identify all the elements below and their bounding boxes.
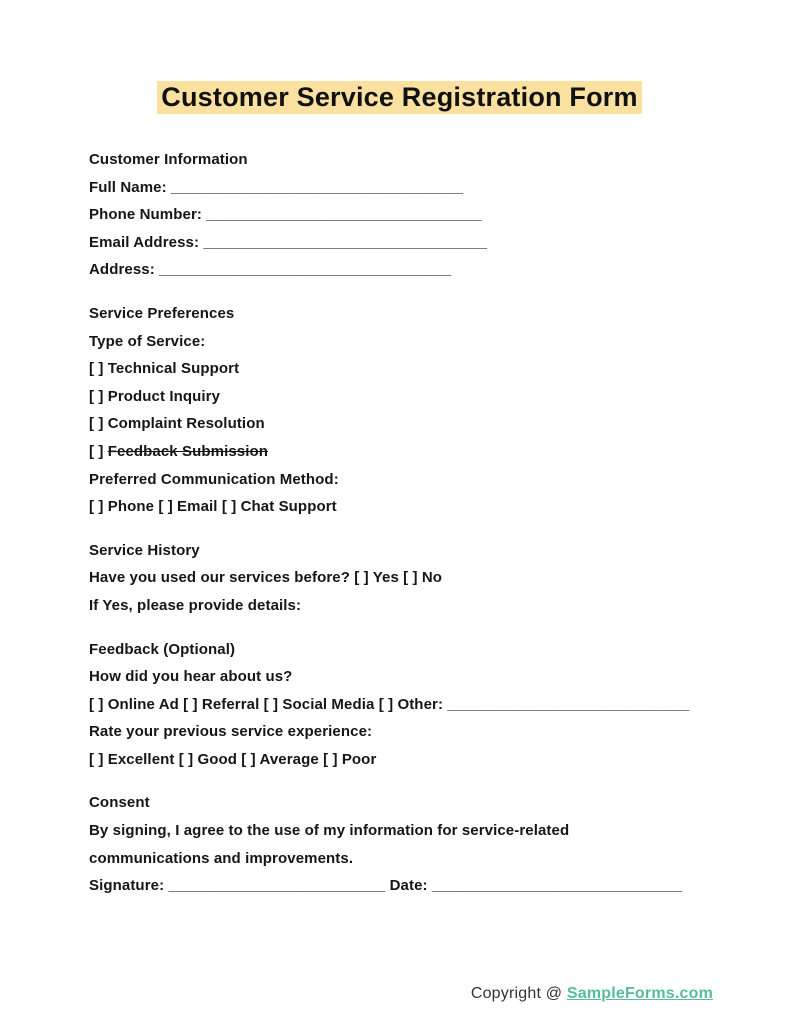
text-segment: Customer Information	[89, 151, 248, 168]
form-body	[89, 146, 759, 900]
text-segment: Email Address:	[89, 233, 204, 251]
section-service-history	[89, 537, 759, 620]
blank-date: ______________________________	[431, 877, 683, 895]
blank-signature: __________________________	[168, 877, 386, 895]
checkbox-option-complaint-resolution	[89, 410, 759, 438]
text-segment: [ ] Phone [ ] Email [ ] Chat Support	[89, 498, 337, 516]
text-segment: Service History	[89, 541, 200, 559]
section-heading	[89, 300, 759, 328]
blank-other: _____________________________	[447, 695, 690, 713]
struck-text: Feedback Submission	[107, 442, 269, 460]
text-segment: Have you used our services before? [ ] Yes [ ] No	[89, 569, 443, 587]
section-heading	[89, 146, 759, 174]
checkbox-option-feedback-submission	[89, 438, 759, 466]
section-heading	[89, 789, 759, 817]
text-segment: Service Preferences	[89, 304, 235, 322]
blank-address: ___________________________________	[159, 261, 452, 279]
text-segment: Signature:	[89, 877, 169, 895]
text-segment: Phone Number:	[89, 206, 207, 224]
text-segment: If Yes, please provide details:	[89, 596, 302, 614]
text-segment: How did you hear about us?	[89, 668, 293, 686]
checkbox-option-technical-support	[89, 355, 759, 383]
text-segment: By signing, I agree to the use of my information for service-related	[89, 822, 570, 840]
field-label-preferred-communication	[89, 466, 759, 494]
text-segment: Preferred Communication Method:	[89, 470, 339, 488]
checkbox-option-product-inquiry	[89, 383, 759, 411]
blank-full-name: ___________________________________	[170, 178, 463, 196]
text-segment: [ ] Product Inquiry	[89, 387, 221, 405]
field-line-full-name	[89, 174, 759, 202]
text-segment: Type of Service:	[89, 332, 206, 350]
checkbox-options-hear-about-us	[89, 691, 759, 719]
text-segment: Full Name:	[89, 178, 171, 196]
consent-text-line-1	[89, 817, 759, 845]
brand-link[interactable]: SampleForms.com	[566, 985, 713, 1002]
blank-email-address: __________________________________	[203, 233, 487, 251]
text-segment: [ ] Technical Support	[89, 360, 240, 378]
footer	[462, 958, 713, 1006]
blank-phone-number: _________________________________	[206, 206, 482, 224]
field-line-email-address	[89, 229, 759, 257]
title-bar	[0, 81, 799, 114]
text-segment: [ ] Complaint Resolution	[89, 415, 265, 433]
section-customer-information	[89, 146, 759, 284]
consent-text-line-2	[89, 845, 759, 873]
field-label-provide-details	[89, 592, 759, 620]
question-hear-about-us	[89, 663, 759, 691]
text-segment: Rate your previous service experience:	[89, 723, 373, 741]
section-service-preferences	[89, 300, 759, 521]
question-used-before	[89, 564, 759, 592]
checkbox-options-communication	[89, 493, 759, 521]
section-heading	[89, 537, 759, 565]
text-segment: [ ]	[89, 442, 108, 460]
checkbox-options-rating	[89, 746, 759, 774]
text-segment: communications and improvements.	[89, 849, 354, 867]
field-line-address	[89, 256, 759, 284]
copyright-text: Copyright @	[470, 985, 567, 1002]
text-segment: Address:	[89, 261, 160, 279]
signature-date-line	[89, 872, 759, 900]
field-label-type-of-service	[89, 328, 759, 356]
section-heading	[89, 636, 759, 664]
text-segment: [ ] Online Ad [ ] Referral [ ] Social Media [ ] Other:	[89, 695, 448, 713]
page-title: Customer Service Registration Form	[157, 81, 641, 114]
text-segment: Date:	[385, 877, 432, 895]
section-consent	[89, 789, 759, 899]
field-label-rate-experience	[89, 718, 759, 746]
text-segment: [ ] Excellent [ ] Good [ ] Average [ ] Poor	[89, 750, 377, 768]
text-segment: Consent	[89, 794, 150, 812]
text-segment: Feedback (Optional)	[89, 640, 236, 658]
section-feedback-optional	[89, 636, 759, 774]
field-line-phone-number	[89, 201, 759, 229]
